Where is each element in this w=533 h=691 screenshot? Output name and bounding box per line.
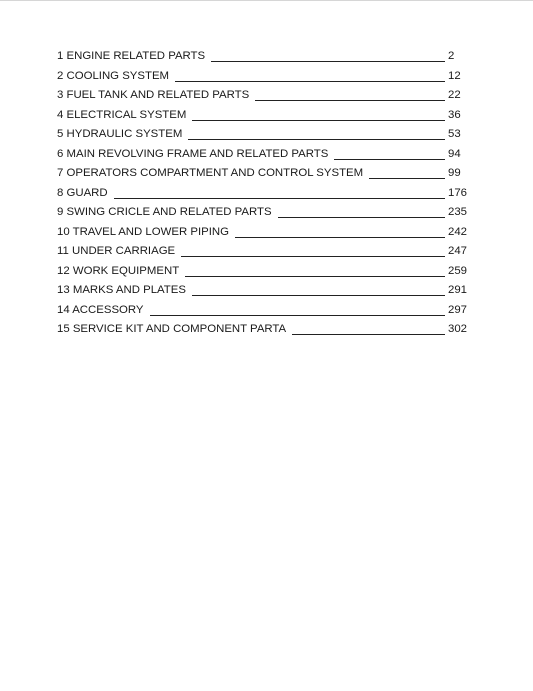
toc-page-number: 302 bbox=[448, 323, 468, 335]
toc-entry-service-kit[interactable] bbox=[57, 320, 477, 340]
toc-entry-swing-circle[interactable] bbox=[57, 203, 477, 223]
toc-entry-title: 15 SERVICE KIT AND COMPONENT PARTA bbox=[57, 320, 292, 340]
toc-entry-operators-compartment[interactable] bbox=[57, 164, 477, 184]
toc-entry-title: 11 UNDER CARRIAGE bbox=[57, 242, 181, 262]
toc-page-number: 2 bbox=[448, 50, 455, 62]
toc-entry-title: 7 OPERATORS COMPARTMENT AND CONTROL SYSTEM bbox=[57, 164, 369, 184]
toc-page-number: 235 bbox=[448, 206, 468, 218]
toc-page-number: 53 bbox=[448, 128, 461, 140]
toc-entry-cooling-system[interactable] bbox=[57, 67, 477, 87]
toc-entry-title: 13 MARKS AND PLATES bbox=[57, 281, 192, 301]
toc-entry-title: 10 TRAVEL AND LOWER PIPING bbox=[57, 223, 235, 243]
toc-entry-marks-and-plates[interactable] bbox=[57, 281, 477, 301]
toc-page-number: 291 bbox=[448, 284, 468, 296]
toc-entry-engine-related-parts[interactable] bbox=[57, 47, 477, 67]
toc-entry-guard[interactable] bbox=[57, 184, 477, 204]
toc-entry-title: 14 ACCESSORY bbox=[57, 301, 150, 321]
toc-entry-title: 3 FUEL TANK AND RELATED PARTS bbox=[57, 86, 255, 106]
table-of-contents bbox=[57, 47, 477, 340]
toc-page-number: 12 bbox=[448, 69, 461, 82]
toc-entry-title: 6 MAIN REVOLVING FRAME AND RELATED PARTS bbox=[57, 145, 334, 165]
toc-entry-title: 5 HYDRAULIC SYSTEM bbox=[57, 125, 188, 145]
toc-page-number: 247 bbox=[448, 245, 468, 257]
toc-entry-title: 8 GUARD bbox=[57, 184, 114, 204]
toc-page-number: 94 bbox=[448, 147, 461, 160]
toc-entry-title: 9 SWING CRICLE AND RELATED PARTS bbox=[57, 203, 278, 223]
toc-leader-line bbox=[57, 198, 445, 199]
toc-entry-title: 12 WORK EQUIPMENT bbox=[57, 262, 185, 282]
toc-entry-electrical-system[interactable] bbox=[57, 106, 477, 126]
toc-entry-title: 1 ENGINE RELATED PARTS bbox=[57, 47, 211, 67]
toc-entry-work-equipment[interactable] bbox=[57, 262, 477, 282]
toc-page-number: 242 bbox=[448, 225, 468, 238]
toc-entry-title: 2 COOLING SYSTEM bbox=[57, 67, 175, 87]
toc-entry-accessory[interactable] bbox=[57, 301, 477, 321]
toc-page-number: 259 bbox=[448, 264, 468, 277]
toc-entry-under-carriage[interactable] bbox=[57, 242, 477, 262]
toc-page-number: 176 bbox=[448, 186, 468, 199]
toc-entry-main-revolving-frame[interactable] bbox=[57, 145, 477, 165]
toc-entry-title: 4 ELECTRICAL SYSTEM bbox=[57, 106, 192, 126]
top-border bbox=[0, 0, 533, 1]
toc-page-number: 99 bbox=[448, 167, 461, 179]
toc-entry-travel-lower-piping[interactable] bbox=[57, 223, 477, 243]
toc-page-number: 297 bbox=[448, 303, 468, 316]
toc-page-number: 22 bbox=[448, 89, 461, 101]
toc-entry-hydraulic-system[interactable] bbox=[57, 125, 477, 145]
toc-page-number: 36 bbox=[448, 108, 461, 121]
toc-entry-fuel-tank[interactable] bbox=[57, 86, 477, 106]
